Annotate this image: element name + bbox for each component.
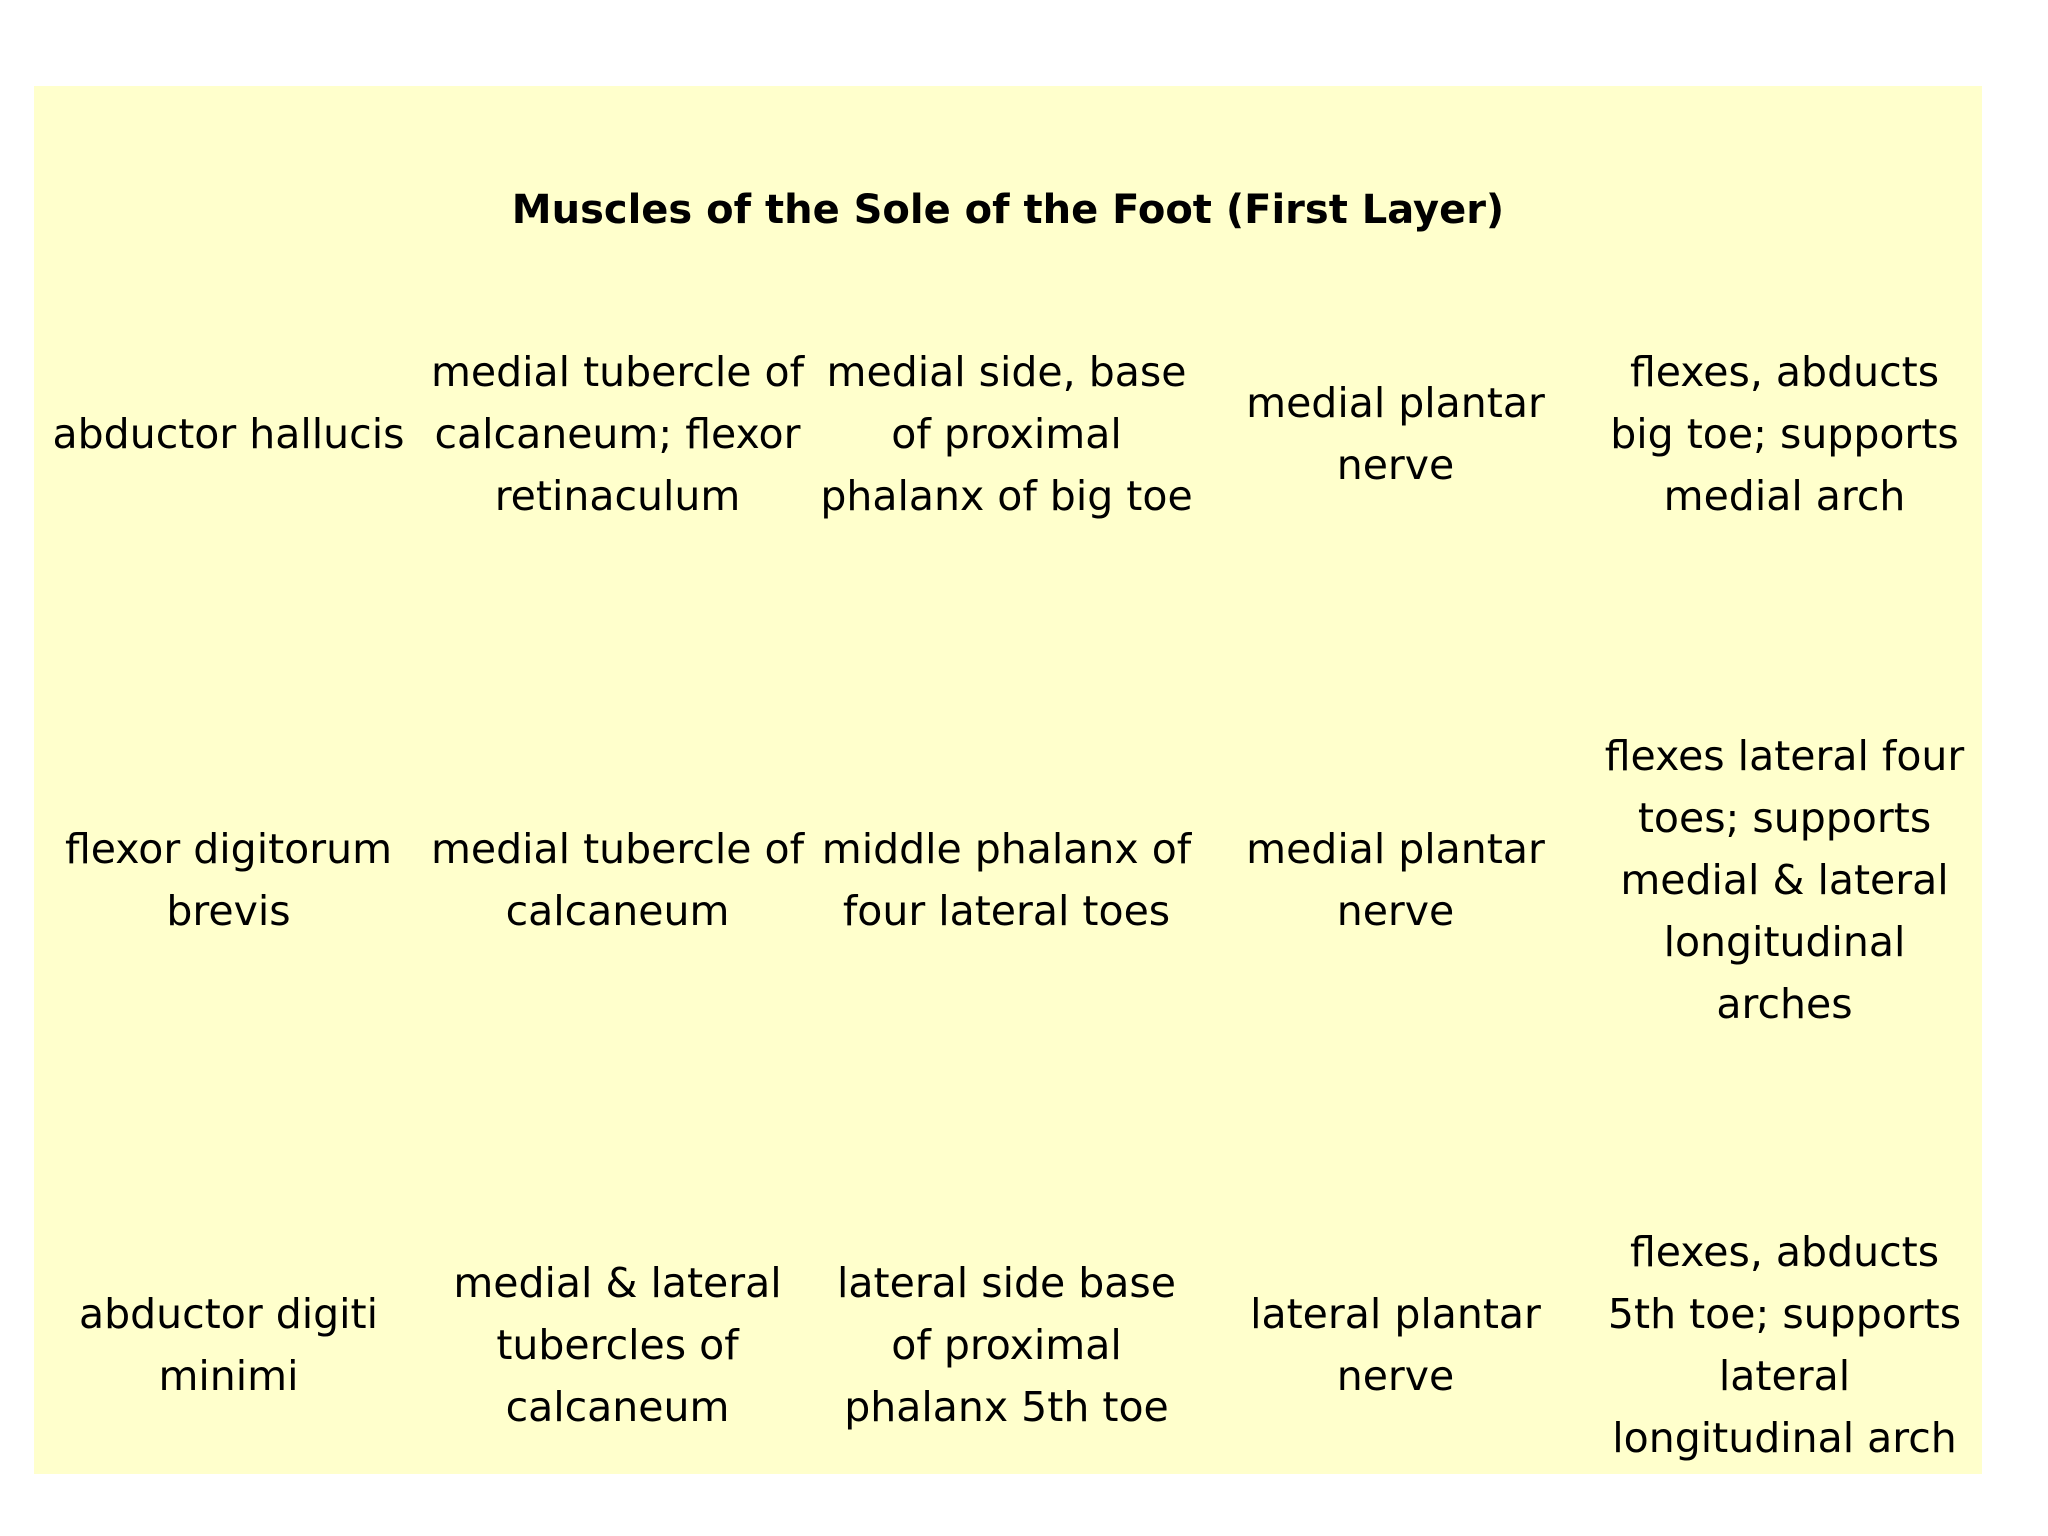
muscle-cell: [34, 1210, 423, 1480]
origin-cell: [423, 720, 812, 1040]
action-text: flexes lateral four toes; supports medial & lateral longitudinal arches: [1604, 732, 1965, 1028]
origin-text: medial & lateral tubercles of calcaneum: [453, 1259, 782, 1431]
action-text: flexes, abducts 5th toe; supports lateral longitudinal arch: [1607, 1228, 1962, 1462]
table-row: [34, 310, 1982, 558]
nerve-text: medial plantar nerve: [1246, 825, 1545, 935]
muscle-name: abductor hallucis: [52, 410, 405, 458]
nerve-text: lateral plantar nerve: [1250, 1290, 1541, 1400]
table-row: [34, 720, 1982, 1040]
insertion-cell: [812, 1210, 1201, 1480]
table-row: [34, 1210, 1982, 1480]
insertion-cell: [812, 310, 1201, 558]
muscle-cell: [34, 310, 423, 558]
action-cell: [1590, 1210, 1979, 1480]
origin-cell: [423, 310, 812, 558]
nerve-cell: [1201, 310, 1590, 558]
muscle-name: flexor digitorum brevis: [64, 825, 393, 935]
origin-cell: [423, 1210, 812, 1480]
muscle-name: abductor digiti minimi: [78, 1290, 379, 1400]
nerve-cell: [1201, 1210, 1590, 1480]
action-cell: [1590, 310, 1979, 558]
insertion-text: middle phalanx of four lateral toes: [821, 825, 1192, 935]
insertion-text: medial side, base of proximal phalanx of big toe: [820, 348, 1193, 520]
action-text: flexes, abducts big toe; supports medial arch: [1610, 348, 1959, 520]
origin-text: medial tubercle of calcaneum: [430, 825, 805, 935]
muscle-cell: [34, 720, 423, 1040]
table-panel: [34, 86, 1982, 1474]
nerve-cell: [1201, 720, 1590, 1040]
insertion-text: lateral side base of proximal phalanx 5th toe: [837, 1259, 1176, 1431]
nerve-text: medial plantar nerve: [1246, 379, 1545, 489]
origin-text: medial tubercle of calcaneum; flexor retinaculum: [430, 348, 805, 520]
action-cell: [1590, 720, 1979, 1040]
insertion-cell: [812, 720, 1201, 1040]
page-title: Muscles of the Sole of the Foot (First Layer): [511, 187, 1505, 233]
